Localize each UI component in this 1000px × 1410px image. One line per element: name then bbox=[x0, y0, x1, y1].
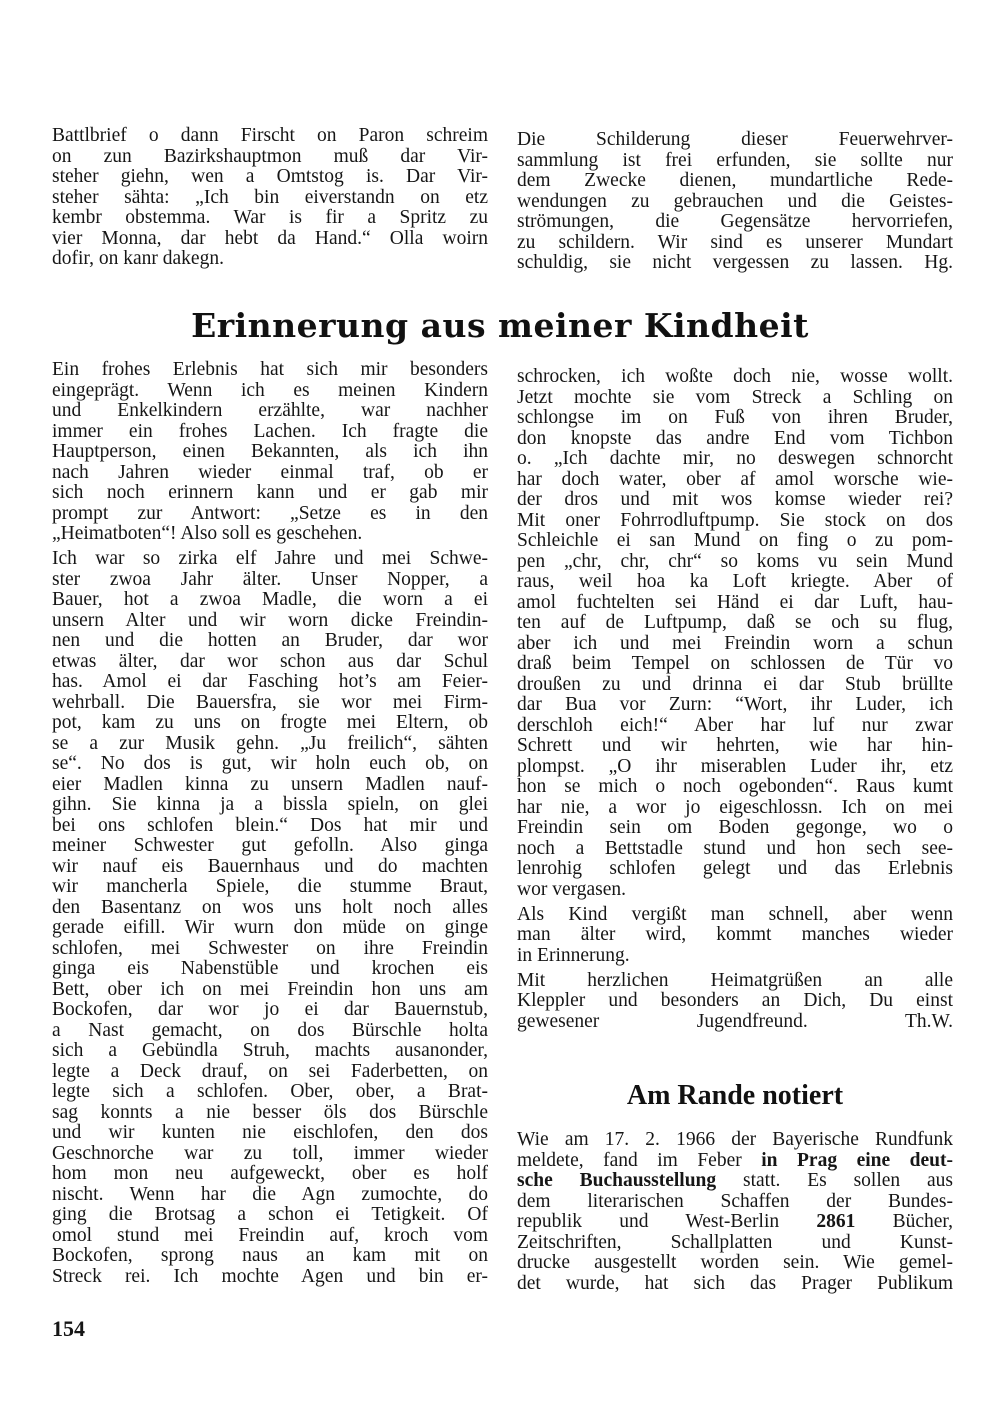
text-line: immer ein frohes Lachen. Ich fragte die bbox=[52, 420, 488, 442]
text-line: wir mancherla Spiele, die stumme Braut, bbox=[52, 876, 488, 897]
text-line: Bockofen, sprong naus an kam mit on bbox=[52, 1245, 488, 1266]
paragraph bbox=[52, 549, 488, 1287]
text-line: nischt. Wenn har die Agn zumochte, do bbox=[52, 1183, 488, 1205]
text-line: Geschnorche war zu toll, immer wieder bbox=[52, 1142, 488, 1164]
text-line: wehrball. Die Bauersfra, sie wor mei Firm- bbox=[52, 691, 488, 713]
text-line: prompt zur Antwort: „Setze es in den bbox=[52, 502, 488, 524]
text-line: Ein frohes Erlebnis hat sich mir besonders bbox=[52, 359, 488, 380]
text-line: lenrohig schlofen gelegt und das Erlebnis bbox=[517, 858, 953, 879]
text-line: sich a Gebündla Struh, machts ausanonder, bbox=[52, 1040, 488, 1061]
bold-text: sche Buchausstellung bbox=[517, 1170, 717, 1191]
text-line: omol stund mei Freindin auf, kroch vom bbox=[52, 1224, 488, 1246]
text-line: Battlbrief o dann Firscht on Paron schreim bbox=[52, 125, 488, 146]
text-line: nach Jahren wieder einmal traf, ob er bbox=[52, 461, 488, 483]
text-line: zu schildern. Wir sind es unserer Mundart bbox=[517, 231, 953, 253]
text-line: schlofen, mei Schwester on ihre Freindin bbox=[52, 937, 488, 959]
text-line: eier Madlen kinna zu unsern Madlen nauf- bbox=[52, 773, 488, 795]
paragraph bbox=[517, 367, 953, 900]
text-line: Jetzt mochte sie vom Streck a Schling on bbox=[517, 386, 953, 408]
text-segment: statt. Es sollen aus bbox=[716, 1170, 954, 1191]
text-line: man älter wird, kommt manches wieder bbox=[517, 924, 953, 945]
text-line: Wie am 17. 2. 1966 der Bayerische Rundfunk bbox=[517, 1129, 953, 1150]
article-left-column bbox=[52, 360, 488, 1287]
text-line: wir nauf eis Bauernhaus und do machten bbox=[52, 855, 488, 877]
text-line: ging die Brotsag a schon ei Tetigkeit. Of bbox=[52, 1204, 488, 1225]
text-line: Bett, ober ich on mei Freindin hon uns am bbox=[52, 978, 488, 1000]
note-heading: Am Rande notiert bbox=[626, 1080, 844, 1111]
text-line: drucke ausgestellt worden sein. Wie gemel- bbox=[517, 1252, 953, 1273]
text-line: schlongse im on Fuß von ihren Bruder, bbox=[517, 407, 953, 428]
paragraph bbox=[517, 130, 953, 274]
note-body bbox=[517, 1130, 953, 1294]
text-line: pen „chr, chr, chr“ so koms vu sein Mund bbox=[517, 550, 953, 572]
text-line: a Nast gemacht, on dos Bürschle holta bbox=[52, 1019, 488, 1041]
text-line: Mit herzlichen Heimatgrüßen an alle bbox=[517, 969, 953, 991]
text-segment: Bücher, bbox=[855, 1211, 954, 1232]
text-line: has. Amol ei dar Fasching hot’s am Feier- bbox=[52, 671, 488, 692]
text-line: Streck rei. Ich mochte Agen und bin er- bbox=[52, 1265, 488, 1287]
text-line: schuldig, sie nicht vergessen zu lassen. Hg. bbox=[517, 252, 953, 273]
paragraph bbox=[517, 905, 953, 967]
text-line: Bauer, hot a zwoa Madle, die worn a ei bbox=[52, 589, 488, 610]
paragraph bbox=[52, 126, 488, 270]
text-segment: republik und West-Berlin bbox=[517, 1211, 817, 1232]
text-line: steher giehn, wen a Omtstog is. Dar Vir- bbox=[52, 166, 488, 187]
text-line: gihn. Sie kinna ja a bissla spieln, on glei bbox=[52, 794, 488, 815]
text-line: Mit oner Fohrrodluftpump. Sie stock on dos bbox=[517, 509, 953, 531]
text-line: wendungen zu gebrauchen und die Geistes- bbox=[517, 190, 953, 212]
text-line: wor vergasen. bbox=[517, 878, 627, 900]
text-line: bei ons schlofen blein.“ Dos hat mir und bbox=[52, 814, 488, 836]
text-line: steher sähta: „Ich bin eiverstandn on etz bbox=[52, 186, 488, 208]
text-line: eingeprägt. Wenn ich es meinen Kindern bbox=[52, 379, 488, 401]
text-line: ginga eis Nabenstüble und krochen eis bbox=[52, 958, 488, 979]
text-line: har doch water, ober af amol worsche wie- bbox=[517, 468, 953, 490]
text-line: draß beim Tempel on schlossen de Tür vo bbox=[517, 653, 953, 674]
text-line: Freindin sein om Boden gegonge, wo o bbox=[517, 817, 953, 838]
text-segment: meldete, fand im Feber bbox=[517, 1149, 762, 1171]
editor-note bbox=[517, 130, 953, 274]
text-line: kembr obstemma. War is fir a Spritz zu bbox=[52, 207, 488, 228]
bold-text: in Prag eine deut- bbox=[761, 1149, 953, 1171]
text-line: Zeitschriften, Schallplatten und Kunst- bbox=[517, 1231, 953, 1253]
text-line: se“. No dos is gut, wir holn euch ob, on bbox=[52, 753, 488, 774]
text-line: „Heimatboten“! Also soll es geschehen. bbox=[52, 523, 363, 544]
text-line: hon se mich o noch ogebonden“. Raus kumt bbox=[517, 776, 953, 797]
text-line: sammlung ist frei erfunden, sie sollte nur bbox=[517, 149, 953, 171]
text-line: ster zwoa Jahr älter. Unser Nopper, a bbox=[52, 568, 488, 590]
text-line: amol fuchtelten sei Händ ei dar Luft, hau- bbox=[517, 591, 953, 613]
text-line: Kleppler und besonders an Dich, Du einst bbox=[517, 990, 953, 1011]
text-line: sich noch erinnern kann und er gab mir bbox=[52, 482, 488, 503]
text-line: droußen zu und drinna ei dar Stub brüllte bbox=[517, 673, 953, 695]
paragraph bbox=[517, 971, 953, 1033]
bold-text: 2861 bbox=[816, 1211, 856, 1232]
text-line: raus, weil hoa ka Loft kriegte. Aber of bbox=[517, 571, 953, 592]
text-line: gewesener Jugendfreund. Th.W. bbox=[517, 1010, 953, 1032]
text-line: in Erinnerung. bbox=[517, 944, 630, 966]
text-line: Bockofen, dar wor jo ei dar Bauernstub, bbox=[52, 999, 488, 1020]
text-line: dem literarischen Schaffen der Bundes- bbox=[517, 1190, 953, 1212]
text-line: gerade eifill. Wir wurn don müde on ginge bbox=[52, 917, 488, 938]
text-line bbox=[517, 1171, 953, 1192]
text-line: legte a Deck drauf, on sei Faderbetten, on bbox=[52, 1060, 488, 1082]
previous-article-ending bbox=[52, 126, 488, 270]
text-line: Schleichle ei san Mund on fing o zu pom- bbox=[517, 530, 953, 551]
text-line: meiner Schwester gut gefolln. Also ginga bbox=[52, 835, 488, 856]
text-line: und Enkelkindern erzählte, war nachher bbox=[52, 400, 488, 421]
text-line: Ich war so zirka elf Jahre und mei Schwe- bbox=[52, 548, 488, 569]
text-line: etwas älter, dar wor schon aus dar Schul bbox=[52, 650, 488, 672]
text-line: plompst. „O ihr miserablen Luder ihr, etz bbox=[517, 755, 953, 777]
text-line: vier Monna, dar hebt da Hand.“ Olla woirn bbox=[52, 227, 488, 249]
text-line: noch a Bettstadle stund und hon sech see- bbox=[517, 837, 953, 859]
page-number: 154 bbox=[52, 1316, 85, 1341]
text-line: dofir, on kanr dakegn. bbox=[52, 248, 224, 269]
text-line: har nie, a wor jo eigeschlossn. Ich on mei bbox=[517, 796, 953, 818]
article-title: Erinnerung aus meiner Kindheit bbox=[191, 306, 809, 345]
text-line: legte sich a schlofen. Ober, ober, a Brat- bbox=[52, 1081, 488, 1102]
text-line: sag konnts a nie besser öls dos Bürschle bbox=[52, 1101, 488, 1123]
text-line: nen und die hotten an Bruder, dar wor bbox=[52, 630, 488, 651]
text-line: aber ich und mei Freindin worn a schun bbox=[517, 632, 953, 654]
text-line: hom mon neu aufgeweckt, ober es holf bbox=[52, 1163, 488, 1184]
text-line: don knopste das andre End vom Tichbon bbox=[517, 427, 953, 449]
text-line: schrocken, ich woßte doch nie, wosse wollt. bbox=[517, 366, 953, 387]
text-line: unsern Alter und wir worn dicke Freindin- bbox=[52, 609, 488, 631]
text-line: o. „Ich dachte mir, no deswegen schnorcht bbox=[517, 448, 953, 469]
text-line: se a zur Musik gehn. „Ju freilich“, sähten bbox=[52, 732, 488, 754]
text-line bbox=[517, 1212, 953, 1233]
text-line: det wurde, hat sich das Prager Publikum bbox=[517, 1272, 953, 1294]
text-line: derschloh eich!“ Aber har luf nur zwar bbox=[517, 714, 953, 736]
text-line bbox=[517, 1151, 953, 1172]
text-line: strömungen, die Gegensätze hervorriefen, bbox=[517, 211, 953, 232]
text-line: dar Bua vor Zurn: “Wort, ihr Luder, ich bbox=[517, 694, 953, 715]
text-line: on zun Bazirkshauptmon muß dar Vir- bbox=[52, 145, 488, 167]
text-line: Schrett und wir hehrten, wie har hin- bbox=[517, 735, 953, 756]
text-line: und wir kunten nie eischlofen, den dos bbox=[52, 1122, 488, 1143]
paragraph bbox=[52, 360, 488, 545]
text-line: ten auf de Luftpump, daß se och su flug, bbox=[517, 612, 953, 633]
text-line: Hauptperson, einen Bekannten, als ich ihn bbox=[52, 441, 488, 462]
text-line: Als Kind vergißt man schnell, aber wenn bbox=[517, 903, 953, 925]
article-right-column bbox=[517, 367, 953, 1032]
text-line: den Basentanz on wos uns holt noch alles bbox=[52, 896, 488, 918]
text-line: der dros und mit wos komse wieder rei? bbox=[517, 489, 953, 510]
text-line: pot, kam zu uns on frogte mei Eltern, ob bbox=[52, 712, 488, 733]
paragraph bbox=[517, 1130, 953, 1294]
text-line: Die Schilderung dieser Feuerwehrver- bbox=[517, 129, 953, 150]
text-line: dem Zwecke dienen, mundartliche Rede- bbox=[517, 170, 953, 191]
